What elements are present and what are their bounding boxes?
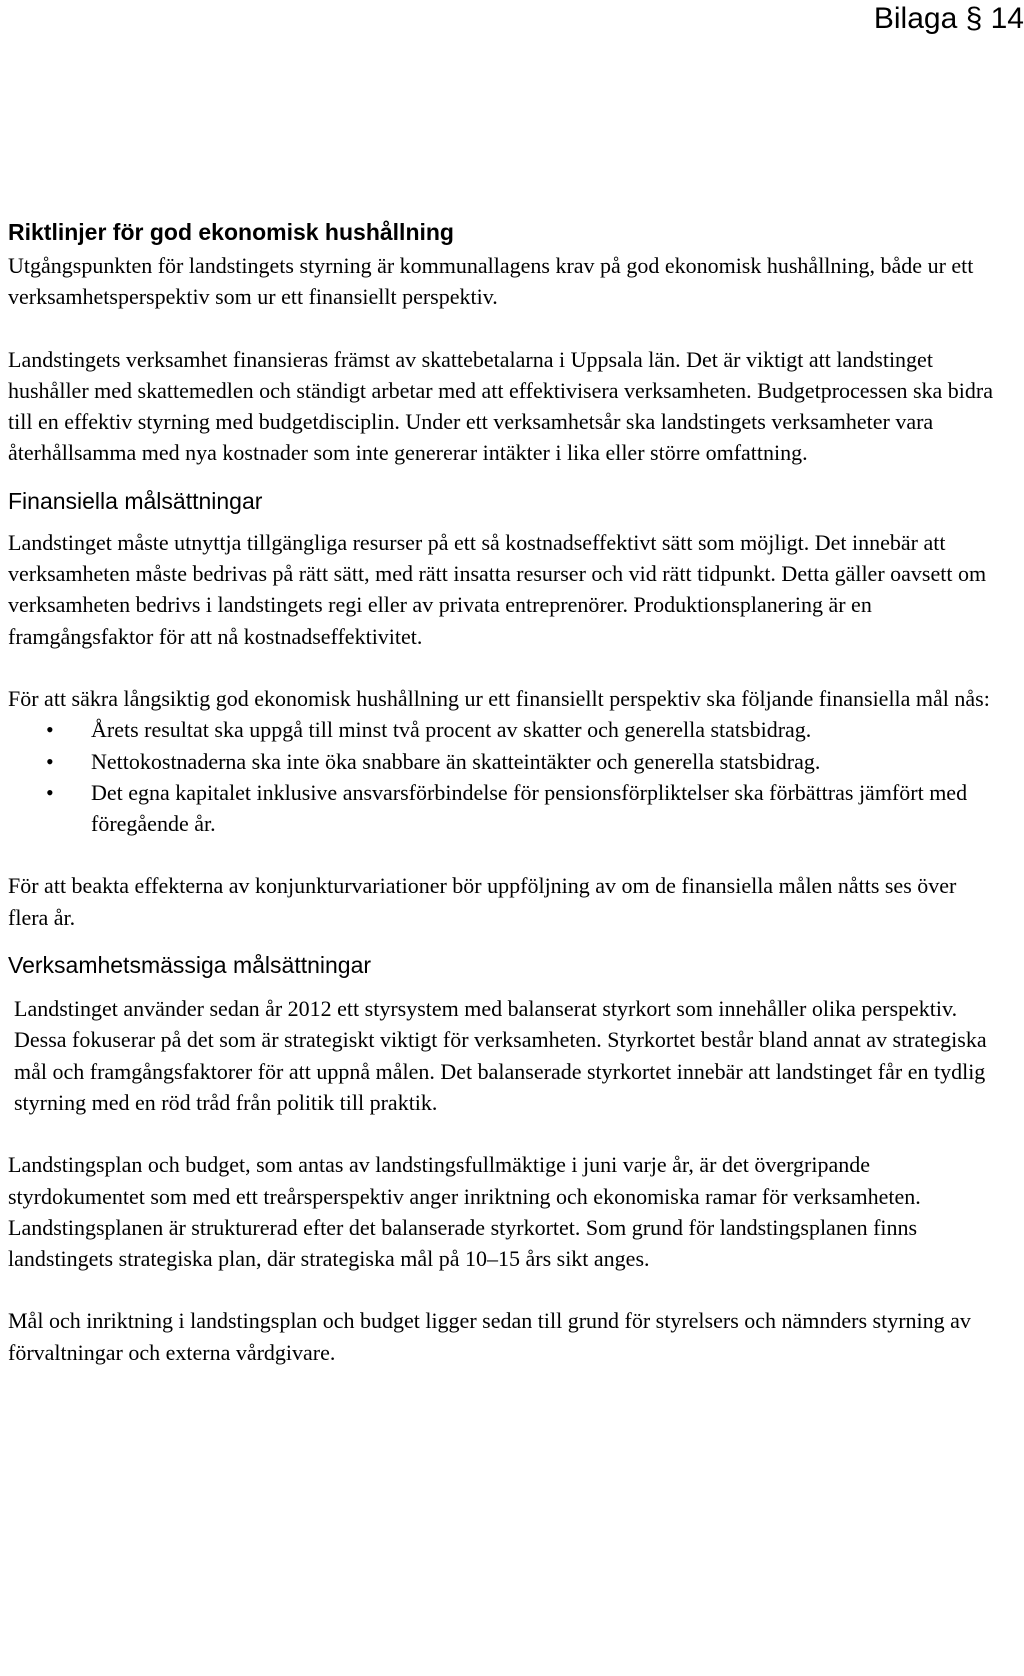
bullet-icon: •	[46, 779, 54, 805]
paragraph: Landstinget använder sedan år 2012 ett styrsystem med balanserat styrkort som innehåller olika perspektiv. Dessa fokuserar på det som är strategiskt viktigt för verksamheten. Styrkortet består bland annat av strategiska mål och framgångsfaktorer för att uppnå målen. Det balanserade styrkortet innebär att landstinget får en tydlig styrning med en röd tråd från politik till praktik.	[14, 996, 987, 1115]
spacer	[8, 1274, 1000, 1305]
paragraph: Utgångspunkten för landstingets styrning är kommunallagens krav på god ekonomisk hushållning, både ur ett verksamhetsperspektiv som ur ett finansiellt perspektiv.	[8, 253, 974, 310]
spacer	[8, 313, 1000, 344]
financial-goals-list	[8, 714, 1000, 839]
bullet-icon: •	[46, 748, 54, 774]
bullet-icon: •	[46, 717, 54, 743]
list-item-text: Det egna kapitalet inklusive ansvarsförbindelse för pensionsförpliktelser ska förbättras jämfört med föregående år.	[91, 779, 968, 837]
spacer	[8, 933, 1000, 951]
appendix-label: Bilaga § 14	[873, 2, 1024, 35]
list-item-text: Årets resultat ska uppgå till minst två procent av skatter och generella statsbidrag.	[91, 717, 812, 743]
paragraph: Landstingets verksamhet finansieras främst av skattebetalarna i Uppsala län. Det är viktigt att landstinget hushåller med skattemedlen och ständigt arbetar med att effektivisera verksamheten. Budgetprocessen ska bidra till en effektiv styrning med budgetdisciplin. Under ett verksamhetsår ska landstingets verksamheter vara återhållsamma med nya kostnader som inte genererar intäkter i lika eller större omfattning.	[8, 346, 993, 466]
list-item	[46, 746, 1000, 777]
paragraph: Mål och inriktning i landstingsplan och budget ligger sedan till grund för styrelsers och nämnders styrning av förvaltningar och externa vårdgivare.	[8, 1308, 971, 1365]
paragraph: För att säkra långsiktig god ekonomisk hushållning ur ett finansiellt perspektiv ska följande finansiella mål nås:	[8, 685, 990, 711]
section-title-financial-goals: Finansiella målsättningar	[8, 487, 263, 514]
operational-goals-body	[8, 993, 1000, 1118]
spacer	[8, 1118, 1000, 1149]
paragraph: Landstinget måste utnyttja tillgängliga resurser på ett så kostnadseffektivt sätt som möjligt. Det innebär att verksamheten måste bedrivas på rätt sätt, med rätt insatta resurser och vid rätt tidpunkt. Detta gäller oavsett om verksamheten bedrivs i landstingets regi eller av privata entreprenörer. Produktionsplanering är en framgångsfaktor för att nå kostnadseffektivitet.	[8, 529, 987, 649]
list-item-text: Nettokostnaderna ska inte öka snabbare än skatteintäkter och generella statsbidrag.	[91, 748, 821, 774]
section-title-operational-goals: Verksamhetsmässiga målsättningar	[8, 952, 372, 979]
paragraph: Landstingsplan och budget, som antas av landstingsfullmäktige i juni varje år, är det övergripande styrdokumentet som med ett treårsperspektiv anger inriktning och ekonomiska ramar för verksamheten. Landstingsplanen är strukturerad efter det balanserade styrkortet. Som grund för landstingsplanen finns landstingets strategiska plan, där strategiska mål på 10–15 års sikt anges.	[8, 1152, 921, 1272]
paragraph: För att beakta effekterna av konjunkturvariationer bör uppföljning av om de finansiella målen nåtts ses över flera år.	[8, 873, 957, 930]
spacer	[8, 839, 1000, 870]
section-title-guidelines: Riktlinjer för god ekonomisk hushållning	[8, 219, 454, 245]
list-item	[46, 777, 1000, 840]
document-body	[8, 218, 1000, 1368]
spacer	[8, 652, 1000, 683]
spacer	[8, 469, 1000, 487]
list-item	[46, 714, 1000, 745]
